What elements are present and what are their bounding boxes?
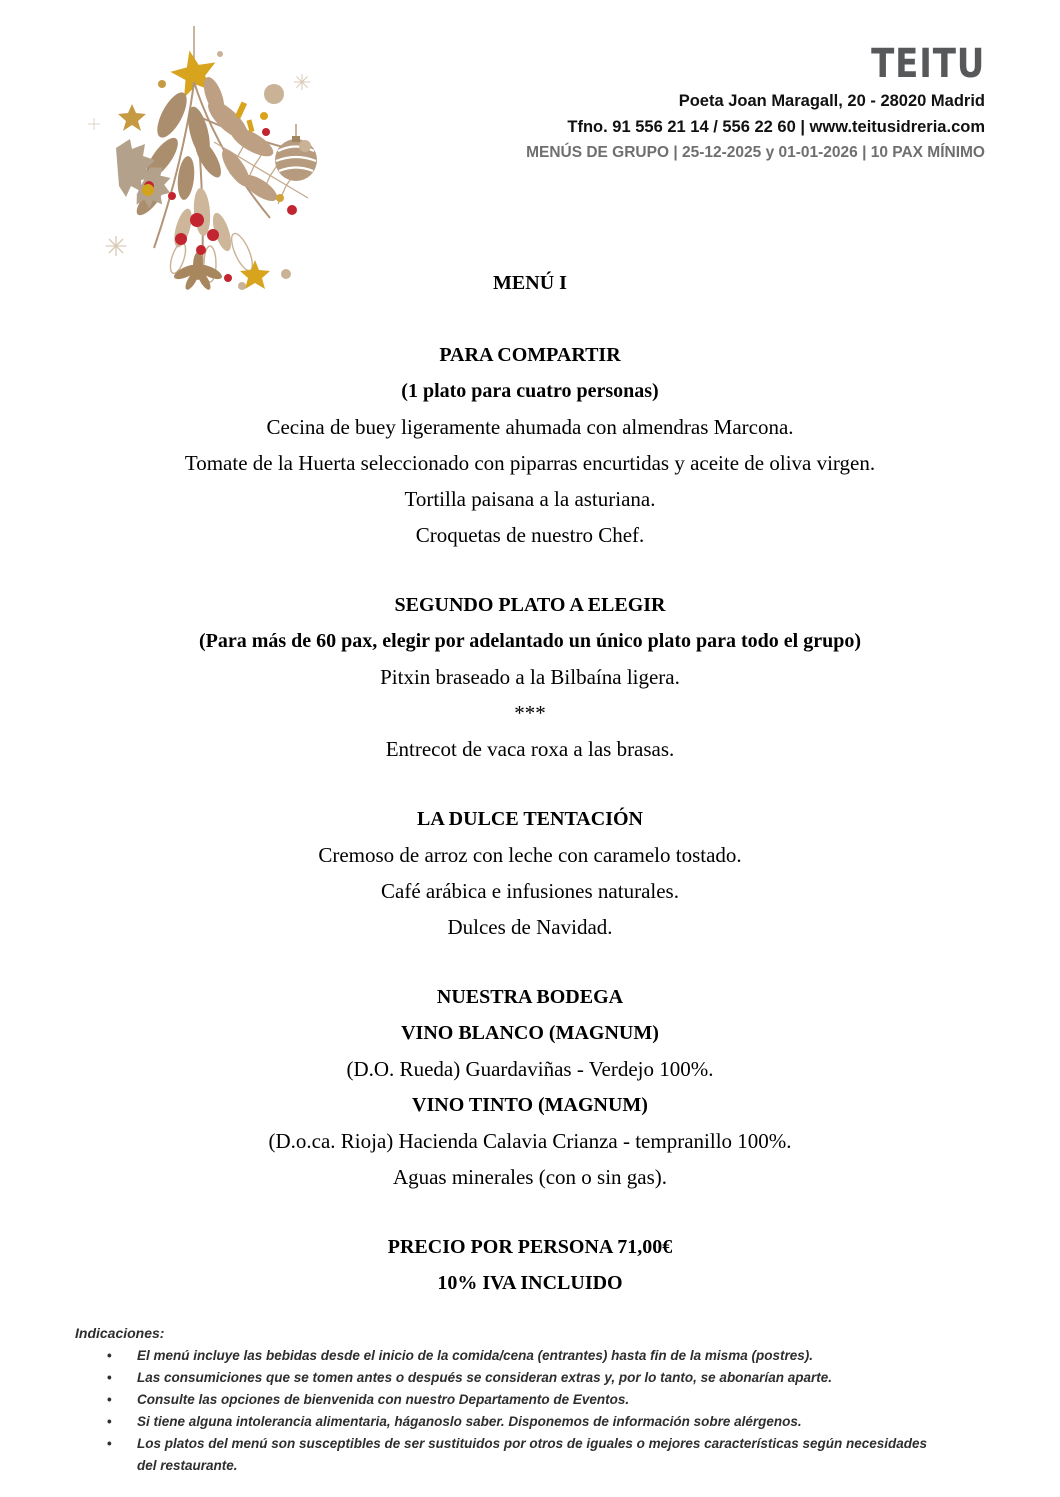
header-contact-block — [526, 41, 985, 164]
bullet-icon: • — [107, 1436, 112, 1451]
bullet-icon: • — [107, 1348, 112, 1363]
indications-footer — [75, 1322, 975, 1477]
menu-item-line: Tortilla paisana a la asturiana. — [404, 487, 656, 511]
menu-item-line: Pitxin braseado a la Bilbaína ligera. — [380, 665, 680, 689]
menu-item-line: Aguas minerales (con o sin gas). — [392, 1165, 668, 1189]
menu-subheading: (1 plato para cuatro personas) — [401, 380, 659, 402]
indication-text: Consulte las opciones de bienvenida con nuestro Departamento de Eventos. — [137, 1392, 630, 1407]
menu-title: MENÚ I — [493, 272, 567, 294]
menu-subheading: PRECIO POR PERSONA 71,00€ — [387, 1236, 673, 1258]
christmas-foliage-illustration — [52, 20, 324, 292]
menu-section-heading: LA DULCE TENTACIÓN — [417, 808, 643, 830]
menu-subheading: (Para más de 60 pax, elegir por adelantado un único plato para todo el grupo) — [198, 630, 862, 652]
address-line: Poeta Joan Maragall, 20 - 28020 Madrid — [678, 92, 985, 110]
menu-item-line: Cremoso de arroz con leche con caramelo tostado. — [318, 843, 742, 867]
menu-section-heading: VINO TINTO (MAGNUM) — [412, 1094, 648, 1116]
indication-text: Las consumiciones que se tomen antes o después se consideran extras y, por lo tanto, se abonarían aparte. — [137, 1370, 832, 1385]
bullet-icon: • — [107, 1392, 112, 1407]
menu-item-line: Cecina de buey ligeramente ahumada con almendras Marcona. — [266, 415, 794, 439]
indication-text: Si tiene alguna intolerancia alimentaria, háganoslo saber. Disponemos de información sobre alérgenos. — [137, 1414, 802, 1429]
menu-item-line: Dulces de Navidad. — [447, 915, 613, 939]
menu-section-heading: PARA COMPARTIR — [439, 344, 621, 366]
indication-item — [75, 1389, 975, 1411]
indication-text: El menú incluye las bebidas desde el inicio de la comida/cena (entrantes) hasta fin de la misma (postres). — [137, 1348, 813, 1363]
menu-item-line: Tomate de la Huerta seleccionado con piparras encurtidas y aceite de oliva virgen. — [184, 451, 876, 475]
bullet-icon: • — [107, 1370, 112, 1385]
phone-website-line: Tfno. 91 556 21 14 / 556 22 60 | www.teitusidreria.com — [567, 118, 985, 136]
menu-body — [0, 265, 1060, 1301]
menu-section-heading: VINO BLANCO (MAGNUM) — [401, 1022, 659, 1044]
menu-item-line: *** — [514, 701, 546, 725]
indication-item — [75, 1367, 975, 1389]
indications-list — [75, 1345, 975, 1477]
menu-section-heading: NUESTRA BODEGA — [436, 986, 624, 1008]
indication-item — [75, 1411, 975, 1433]
menu-item-line: (D.O. Rueda) Guardaviñas - Verdejo 100%. — [346, 1057, 714, 1081]
menu-item-line: (D.o.ca. Rioja) Hacienda Calavia Crianza - tempranillo 100%. — [268, 1129, 792, 1153]
indication-item — [75, 1433, 975, 1477]
teitu-logo: TEITU — [870, 41, 985, 87]
menu-item-line: Café arábica e infusiones naturales. — [381, 879, 679, 903]
bullet-icon: • — [107, 1414, 112, 1429]
menu-subheading: 10% IVA INCLUIDO — [437, 1272, 623, 1294]
menu-lines — [0, 337, 1060, 1301]
menu-item-line: Entrecot de vaca roxa a las brasas. — [385, 737, 675, 761]
menu-info-line: MENÚS DE GRUPO | 25-12-2025 y 01-01-2026 | 10 PAX MÍNIMO — [526, 144, 985, 161]
indication-text: Los platos del menú son susceptibles de ser sustituidos por otros de iguales o mejores características según necesidades del restaurante. — [137, 1436, 928, 1473]
menu-item-line: Croquetas de nuestro Chef. — [415, 523, 645, 547]
menu-section-heading: SEGUNDO PLATO A ELEGIR — [394, 594, 666, 616]
indications-title: Indicaciones: — [75, 1325, 165, 1341]
indication-item — [75, 1345, 975, 1367]
